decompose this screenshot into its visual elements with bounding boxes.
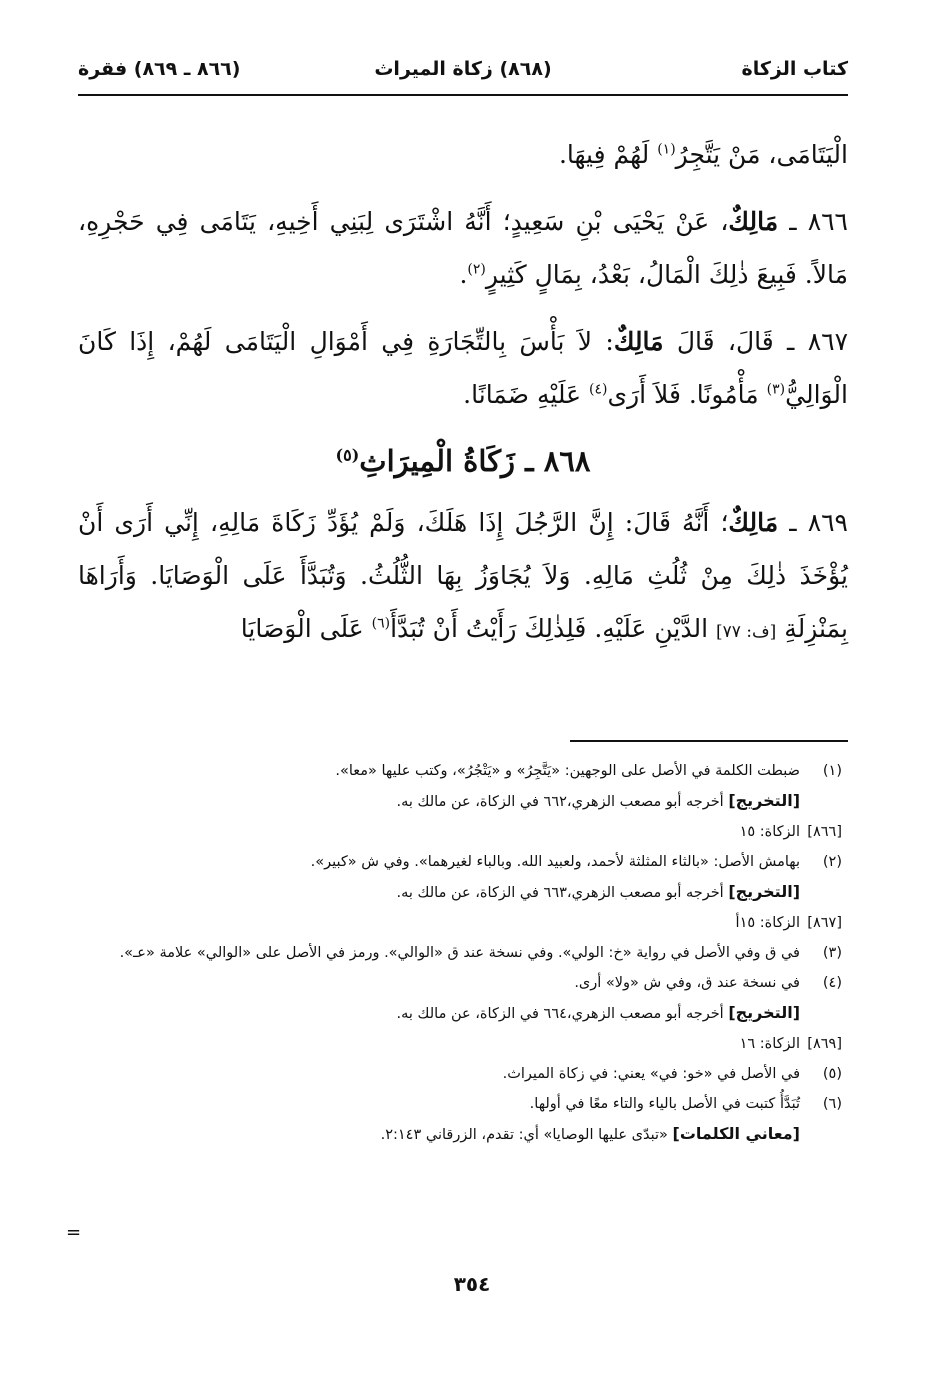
paragraph-867: ٨٦٧ ـ قَالَ، قَالَ مَالِكٌ: لاَ بَأْسَ بِالتِّجَارَةِ فِي أَمْوَالِ الْيَتَامَى لَهُمْ، إِذَا كَانَ الْوَالِيُّ$^{(٣)}$ مَأْمُونًا. فَلاَ أَرَى$^{(٤)}$ عَلَيْهِ ضَمَانًا. (78, 327, 849, 409)
footnote-ref: (٦) (371, 615, 391, 632)
footnote-1: (١) ضبطت الكلمة في الأصل على الوجهين: «يَتَّجِرُ» و «يَتْجُرُ»، وكتب عليها «معا». (335, 763, 842, 779)
footnote-4: (٤) في نسخة عند ق، وفي ش «ولا» أرى. (574, 975, 842, 991)
section-heading: ٨٦٨ ـ زَكَاةُ الْمِيرَاثِ$^{(٥)}$ (335, 444, 591, 478)
takhrij-866: [التخريج] أخرجه أبو مصعب الزهري،٦٦٢ في الزكاة، عن مالك به. (396, 791, 800, 810)
reference-867: [٨٦٧] الزكاة: ١٥أ (735, 915, 842, 931)
footnote-6: (٦) تُبَدَّأُ كتبت في الأصل بالياء والتاء معًا في أولها. (529, 1096, 842, 1112)
footnote-ref: (٢) (467, 261, 486, 278)
header-rule (78, 94, 848, 96)
footnote-3: (٣) في ق وفي الأصل في رواية «خ: الولي». وفي نسخة عند ق «الوالي». ورمز في الأصل على «الوالي» علامة «عـ». (119, 945, 842, 961)
paragraph-number: ٨٦٦ ـ (778, 207, 848, 236)
narrator-name: مَالِكٌ (728, 207, 779, 236)
takhrij-label: [التخريج] (728, 1003, 800, 1022)
header-chapter-title: (٨٦٨) زكاة الميراث (374, 58, 552, 80)
paragraph-866: ٨٦٦ ـ مَالِكٌ، عَنْ يَحْيَى بْنِ سَعِيدٍ؛ أَنَّهُ اشْتَرَى لِبَنِي أَخِيهِ، يَتَامَى فِي حَجْرِهِ، مَالاً. فَبِيعَ ذٰلِكَ الْمَالُ، بَعْدُ، بِمَالٍ كَثِيرٍ$^{(٢)}$. (78, 207, 848, 289)
footnote-5: (٥) في الأصل في «خو: في» يعني: في زكاة الميراث. (502, 1066, 842, 1082)
paragraph-number: ٨٦٩ ـ (778, 508, 848, 537)
footnote-2: (٢) بهامش الأصل: «بالثاء المثلثة لأحمد، ولعبيد الله. وبالباء لغيرهما». وفي ش «كبير». (310, 854, 842, 870)
page-number: ٣٥٤ (453, 1272, 491, 1296)
header-book-title: كتاب الزكاة (741, 58, 848, 80)
cross-reference: [ف: ٧٧] (715, 622, 777, 642)
reference-866: [٨٦٦] الزكاة: ١٥ (739, 824, 842, 840)
running-header (78, 50, 848, 90)
takhrij-867: [التخريج] أخرجه أبو مصعب الزهري،٦٦٣ في الزكاة، عن مالك به. (396, 882, 800, 901)
footnote-ref: (٣) (766, 381, 786, 398)
takhrij-869: [التخريج] أخرجه أبو مصعب الزهري،٦٦٤ في الزكاة، عن مالك به. (396, 1003, 800, 1022)
footnote-ref: (١) (657, 141, 676, 158)
paragraph-number: ٨٦٧ ـ (773, 327, 849, 356)
footnote-rule (570, 740, 848, 742)
word-meanings: [معاني الكلمات] «تبدّى عليها الوصايا» أي: تقدم، الزرقاني ٢:١٤٣. (380, 1124, 800, 1143)
takhrij-label: [التخريج] (728, 791, 800, 810)
narrator-name: مَالِكٌ (613, 327, 664, 356)
continuation-mark: = (66, 1222, 82, 1243)
narrator-name: مَالِكٌ (728, 508, 779, 537)
main-text (78, 128, 848, 673)
paragraph-869: ٨٦٩ ـ مَالِكٌ؛ أَنَّهُ قَالَ: إِنَّ الرَّجُلَ إِذَا هَلَكَ، وَلَمْ يُؤَدِّ زَكَاةَ مَالِهِ، إِنِّي أَرَى أَنْ يُؤْخَذَ ذٰلِكَ مِنْ ثُلُثِ مَالِهِ. وَلاَ يُجَاوَزُ بِهَا الثُّلُثُ. وَتُبَدَّأَ عَلَى الْوَصَايَا. وَأَرَاهَا بِمَنْزِلَةِ [ف: ٧٧] الدَّيْنِ عَلَيْهِ. فَلِذٰلِكَ رَأَيْتُ أَنْ تُبَدَّأَ$^{(٦)}$ عَلَى الْوَصَايَا (78, 508, 848, 643)
footnotes (78, 756, 848, 1150)
takhrij-label: [التخريج] (728, 882, 800, 901)
reference-869: [٨٦٩] الزكاة: ١٦ (739, 1036, 842, 1052)
word-meanings-label: [معاني الكلمات] (672, 1124, 800, 1143)
footnote-ref: (٥) (335, 445, 360, 465)
header-paragraph-range: (٨٦٦ ـ ٨٦٩) فقرة (78, 58, 241, 80)
paragraph-continuation: الْيَتَامَى، مَنْ يَتَّجِرُ$^{(١)}$ لَهُمْ فِيهَا. (558, 140, 848, 169)
footnote-ref: (٤) (589, 381, 608, 398)
